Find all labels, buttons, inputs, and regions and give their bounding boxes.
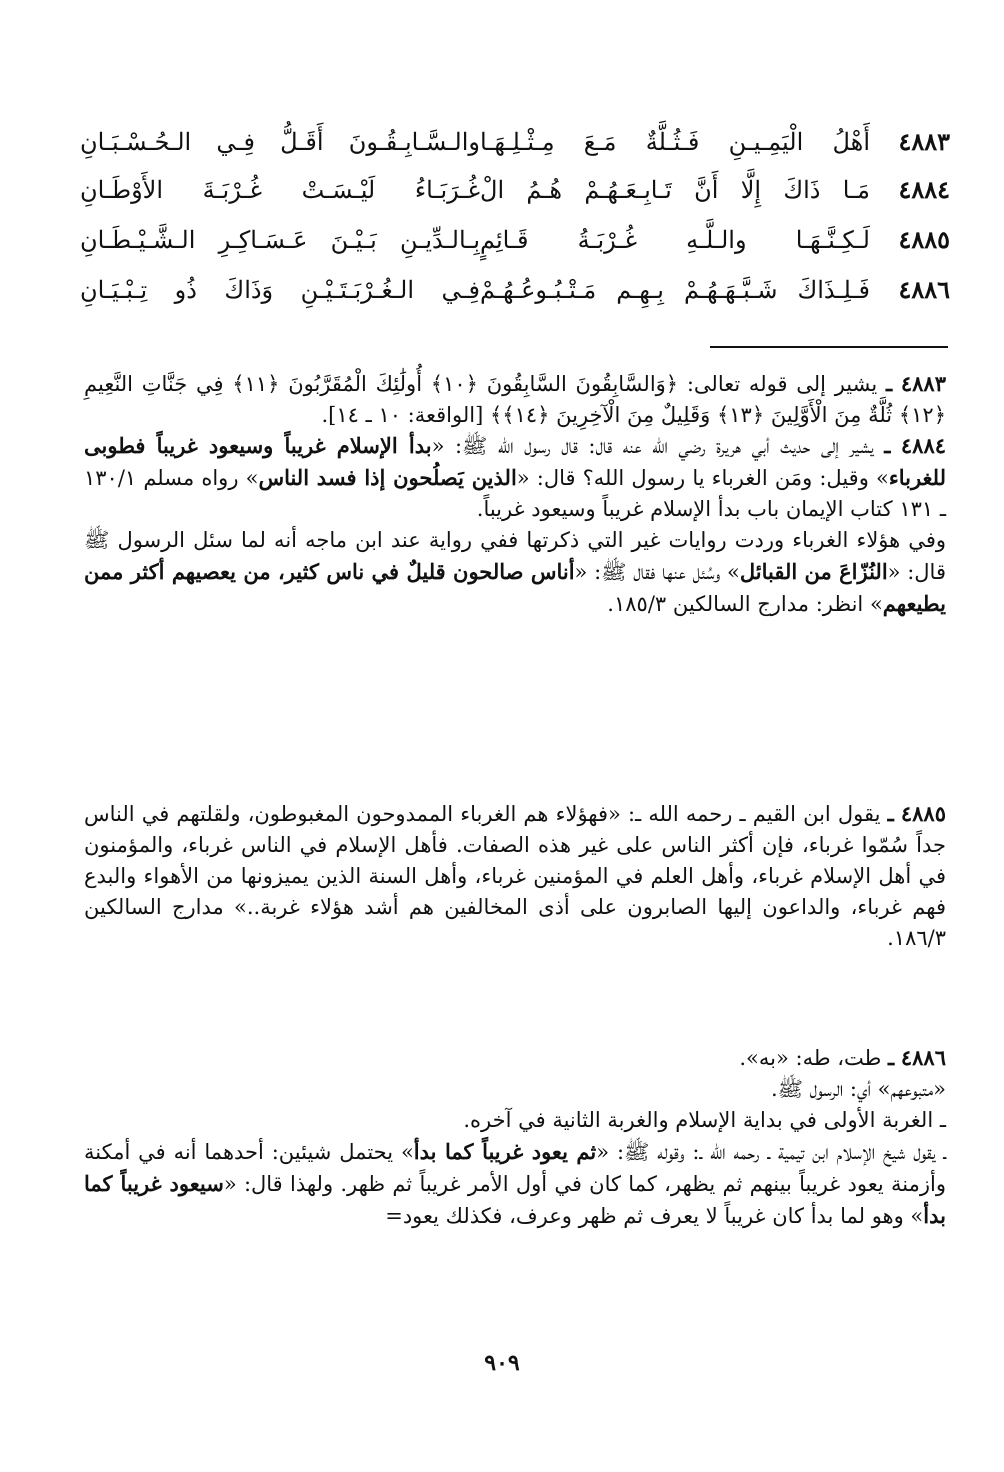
hadith-quote: النُزّاعَ من القبائل [739, 559, 888, 584]
verse-first-hemistich: لَـكِـنَّـهَـا والـلَّـهِ غُـرْبَـةُ قَـائِمٍ [480, 226, 870, 254]
footnote-text: » وسُئل عنها فقال ﷺ: « [574, 560, 740, 584]
footnote-separator [710, 346, 948, 348]
verse-number: ٤٨٨٦ [898, 275, 950, 304]
footnote-text: » وقيل: ومَن الغرباء يا رسول الله؟ قال: « [516, 466, 889, 490]
footnote-text: يقول ابن القيم ـ رحمه الله ـ: «فهؤلاء هم الغرباء الممدوحون المغبوطون، ولقلتهم في الناس جداً سُمّوا غرباء، فإن أكثر الناس على غير هذه الصفات. فأهل الإسلام في الناس غرباء، والمؤمنون في أهل الإسلام غرباء، وأهل العلم في المؤمنين غرباء، وأهل السنة الذين يميزونها من الأهواء والبدع فهم غرباء، والداعون إليها الصابرون على أذى المخالفين هم أشد هؤلاء غربة..» مدارج السالكين ١٨٦/٣. [84, 802, 946, 950]
footnote-text: طت، طه: «به». [739, 1046, 882, 1070]
footnote-4885 [84, 798, 946, 954]
hadith-quote: بدأ الإسلام غريباً وسيعود غريباً فطوبى للغرباء [84, 433, 947, 490]
footnote-dash: ـ [885, 371, 893, 396]
footnote-number: ٤٨٨٣ [900, 371, 946, 396]
hadith-quote: أناس صالحون قليلٌ في ناس كثير، من يعصيهم أكثر ممن يطيعهم [84, 559, 946, 616]
footnote-number: ٤٨٨٦ [900, 1045, 946, 1070]
footnote-text: وفي هؤلاء الغرباء وردت روايات غير التي ذكرتها ففي رواية عند ابن ماجه أنه لما سئل الرسول ﷺ قال: « [84, 528, 946, 584]
verse-number: ٤٨٨٣ [898, 127, 950, 156]
footnote-4883 [84, 368, 946, 431]
footnote-number: ٤٨٨٥ [900, 801, 946, 826]
footnote-text: يشير إلى حديث أبي هريرة رضي الله عنه قال: قال رسول الله ﷺ: « [431, 434, 874, 458]
footnote-text: يشير إلى قوله تعالى: ﴿وَالسَّابِقُونَ السَّابِقُونَ ﴿١٠﴾ أُولَٰئِكَ الْمُقَرَّبُونَ ﴿١١﴾ فِي جَنَّاتِ النَّعِيمِ ﴿١٢﴾ ثُلَّةٌ مِنَ الْأَوَّلِينَ ﴿١٣﴾ وَقَلِيلٌ مِنَ الْآخِرِينَ ﴿١٤﴾﴾ [الواقعة: ١٠ ـ ١٤]. [84, 372, 946, 427]
verse-second-hemistich: والـسَّـابِـقُـونَ أَقَـلُّ فِـي الـحُـسْـبَـانِ [80, 128, 480, 156]
verse-second-hemistich: فِـي الـغُـرْبَـتَـيْـنِ وَذَاكَ ذُو تِـبْـيَـانِ [80, 276, 480, 304]
footnote-dash: ـ [887, 801, 894, 826]
footnote-4884 [84, 430, 946, 620]
verse-second-hemistich: غُـرَبَـاءُ لَيْـسَـتْ غُـرْبَـةَ الأَوْطَـانِ [80, 176, 480, 204]
verse-4885 [80, 216, 950, 264]
verse-second-hemistich: بِـالـدِّيـنِ بَـيْـنَ عَـسَـاكِـرِ الـشَّـيْـطَـانِ [80, 226, 480, 254]
verse-first-hemistich: أَهْلُ الْيَمِـيـنِ فَـثُـلَّةٌ مَـعَ مِـثْـلِـهَـا [480, 128, 870, 156]
verse-4886 [80, 266, 950, 314]
footnote-dash: ـ [888, 1045, 895, 1070]
page-number: ٩٠٩ [484, 1350, 520, 1376]
footnote-text: » رواه مسلم ١٣٠/١ ـ ١٣١ كتاب الإيمان باب بدأ الإسلام غريباً وسيعود غريباً. [84, 466, 946, 521]
footnote-dash: ـ [884, 433, 891, 458]
footnote-text: ـ يقول شيخ الإسلام ابن تيمية ـ رحمه الله ـ: وقوله ﷺ: « [596, 1140, 946, 1164]
hadith-quote: الذين يَصلُحون إذا فسد الناس [258, 465, 517, 490]
verse-4884 [80, 166, 950, 214]
footnote-text: » وهو لما بدأ كان غريباً لا يعرف ثم ظهر وعرف، فكذلك يعود= [385, 1204, 924, 1228]
verse-number: ٤٨٨٤ [898, 175, 950, 204]
footnote-number: ٤٨٨٤ [900, 433, 947, 458]
hadith-quote: سيعود غريباً كما بدأ [84, 1171, 946, 1228]
verse-first-hemistich: فَـلِـذَاكَ شَـبَّـهَـهُـمْ بِـهِـم مَـتْـبُـوعُـهُـمْ [480, 276, 870, 304]
verse-number: ٤٨٨٥ [898, 225, 950, 254]
verse-first-hemistich: مَـا ذَاكَ إِلَّا أَنَّ تَـابِـعَـهُـمْ هُـمُ الْ [480, 176, 870, 204]
footnote-line: «متبوعهم» أي: الرسول ﷺ. [770, 1077, 946, 1101]
footnote-line: ـ الغربة الأولى في بداية الإسلام والغربة الثانية في آخره. [463, 1108, 946, 1132]
footnote-4886 [84, 1042, 946, 1232]
footnote-text: » انظر: مدارج السالكين ١٨٥/٣. [607, 592, 883, 616]
hadith-quote: ثم يعود غريباً كما بدأ [413, 1139, 597, 1164]
verse-4883 [80, 118, 950, 166]
footnote-text: » يحتمل شيئين: أحدهما أنه في أمكنة وأزمنة يعود غريباً بينهم ثم يظهر، كما كان في أول الأمر غريباً ثم ظهر. ولهذا قال: « [84, 1140, 946, 1196]
